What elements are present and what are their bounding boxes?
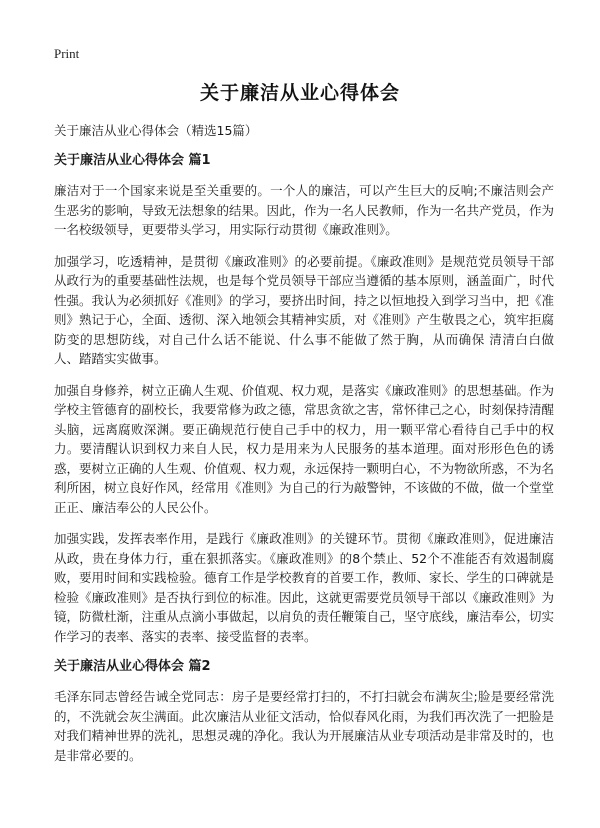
section-heading: 关于廉洁从业心得体会 篇2: [54, 659, 211, 674]
section-heading: 关于廉洁从业心得体会 篇1: [54, 153, 211, 168]
page-title: 关于廉洁从业心得体会: [199, 82, 400, 104]
print-link[interactable]: Print: [54, 46, 80, 61]
section-2: [54, 658, 554, 765]
document-body: [54, 122, 554, 777]
document-subtitle: 关于廉洁从业心得体会（精选15篇）: [54, 123, 258, 138]
paragraph: 廉洁对于一个国家来说是至关重要的。一个人的廉洁，可以产生巨大的反响;不廉洁则会产生恶劣的影响，导致无法想象的结果。因此，作为一名人民教师，作为一名共产党员，作为一名校级领导，更要带头学习，用实际行动贯彻《廉政准则》。: [54, 183, 555, 237]
paragraph: 加强实践，发挥表率作用，是践行《廉政准则》的关键环节。贯彻《廉政准则》，促进廉洁从政，贵在身体力行，重在狠抓落实。《廉政准则》的8个禁止、52个不准能否有效遏制腐败，要用时间和实践检验。德育工作是学校教育的首要工作，教师、家长、学生的口碑就是检验《廉政准则》是否执行到位的标准。因此，这就更需要党员领导干部以《廉政准则》为镜，防微杜渐，注重从点滴小事做起，以肩负的责任鞭策自己，坚守底线，廉洁奉公，切实作学习的表率、落实的表率、接受监督的表率。: [54, 531, 555, 644]
paragraph: 加强学习，吃透精神，是贯彻《廉政准则》的必要前提。《廉政准则》是规范党员领导干部从政行为的重要基础性法规，也是每个党员领导干部应当遵循的基本原则，涵盖面广，时代性强。我认为必须抓好《准则》的学习，要挤出时间，持之以恒地投入到学习当中，把《准则》熟记于心，全面、透彻、深入地领会其精神实质，对《准则》产生敬畏之心，筑牢拒腐防变的思想防线，对自己什么话不能说、什么事不能做了然于胸，从而确保 清清白白做人、踏踏实实做事。: [54, 253, 555, 366]
section-1: [54, 152, 554, 646]
paragraph: 加强自身修养，树立正确人生观、价值观、权力观，是落实《廉政准则》的思想基础。作为学校主管德育的副校长，我要常修为政之德，常思贪欲之害，常怀律己之心，时刻保持清醒头脑，远离腐败深渊。要正确规范行使自己手中的权力，用一颗平常心看待自己手中的权力。要清醒认识到权力来自人民，权力是用来为人民服务的基本道理。面对形形色色的诱惑，要树立正确的人生观、价值观、权力观，永远保持一颗明白心，不为物欲所惑，不为名利所困，树立良好作风，经常用《准则》为自己的行为敲警钟，不该做的不做，做一个堂堂正正、廉洁奉公的人民公仆。: [54, 382, 555, 515]
paragraph: 毛泽东同志曾经告诫全党同志：房子是要经常打扫的，不打扫就会布满灰尘;脸是要经常洗的，不洗就会灰尘满面。此次廉洁从业征文活动，恰似春风化雨，为我们再次洗了一把脸是对我们精神世界的洗礼，思想灵魂的净化。我认为开展廉洁从业专项活动是非常及时的，也是非常必要的。: [54, 689, 555, 763]
